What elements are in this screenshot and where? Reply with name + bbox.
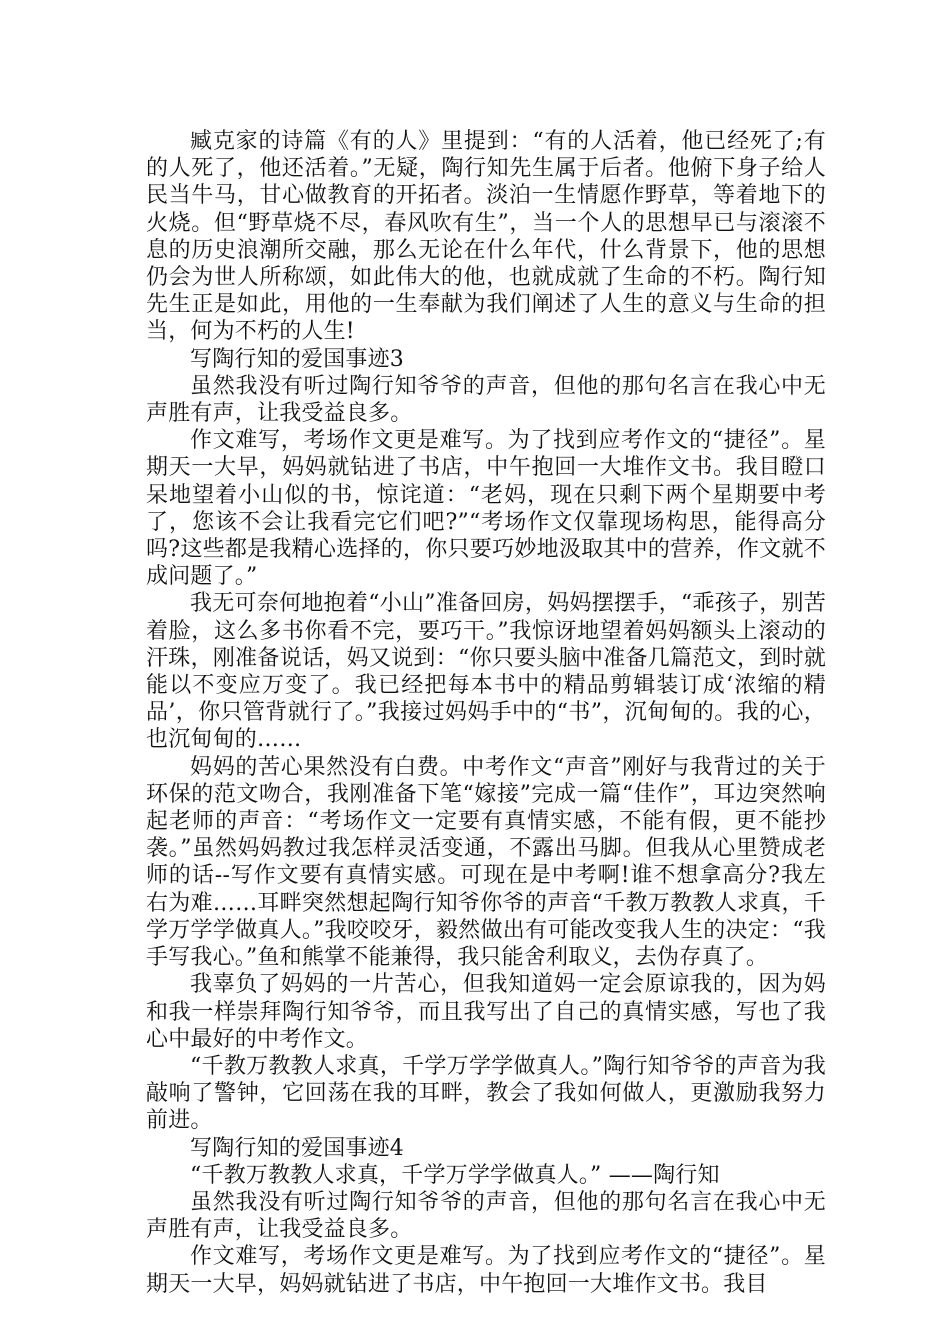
- motto-quote: “千教万教教人求真，千学万学学做真人。” ——陶行知: [190, 1162, 720, 1188]
- paragraph-exam-writing-repeat: 作文难写，考场作文更是难写。为了找到应考作文的“捷径”。星期天一大早，妈妈就钻进了书店，中午抱回一大堆作文书。我目: [146, 1244, 826, 1297]
- document-body: [146, 128, 826, 1298]
- paragraph-zangkejia-quote: 臧克家的诗篇《有的人》里提到：“有的人活着，他已经死了;有的人死了，他还活着。”无疑，陶行知先生属于后者。他俯下身子给人民当牛马，甘心做教育的开拓者。淡泊一生情愿作野草，等着地下的火烧。但“野草烧不尽，春风吹有生”，当一个人的思想早已与滚滚不息的历史浪潮所交融，那么无论在什么年代，什么背景下，他的思想仍会为世人所称颂，如此伟大的他，也就成就了生命的不朽。陶行知先生正是如此，用他的一生奉献为我们阐述了人生的意义与生命的担当，何为不朽的人生!: [146, 129, 826, 345]
- section-heading-4: 写陶行知的爱国事迹4: [190, 1135, 404, 1161]
- paragraph-exam-writing: 作文难写，考场作文更是难写。为了找到应考作文的“捷径”。星期天一大早，妈妈就钻进了书店，中午抱回一大堆作文书。我目瞪口呆地望着小山似的书，惊诧道：“老妈，现在只剩下两个星期要中考了，您该不会让我看完它们吧?”“考场作文仅靠现场构思，能得高分吗?这些都是我精心选择的，你只要巧妙地汲取其中的营养，作文就不成问题了。”: [146, 428, 826, 590]
- paragraph-intro-3: 虽然我没有听过陶行知爷爷的声音，但他的那句名言在我心中无声胜有声，让我受益良多。: [146, 373, 826, 427]
- paragraph-mother-forgive: 我辜负了妈妈的一片苦心，但我知道妈一定会原谅我的，因为妈和我一样崇拜陶行知爷爷，而且我写出了自己的真情实感，写也了我心中最好的中考作文。: [146, 972, 826, 1052]
- paragraph-motto-reflection: “千教万教教人求真，千学万学学做真人。”陶行知爷爷的声音为我敲响了警钟，它回荡在我的耳畔，教会了我如何做人，更激励我努力前进。: [146, 1053, 826, 1134]
- paragraph-books-mountain: 我无可奈何地抱着“小山”准备回房，妈妈摆摆手，“乖孩子，别苦着脸，这么多书你看不完，要巧干。”我惊讶地望着妈妈额头上滚动的汗珠，刚准备说话，妈又说到：“你只要头脑中准备几篇范文，到时就能以不变应万变了。我已经把每本书中的精品剪辑装订成‘浓缩的精品’，你只管背就行了。”我接过妈妈手中的“书”，沉甸甸的。我的心，也沉甸甸的……: [146, 591, 826, 753]
- paragraph-exam-day: 妈妈的苦心果然没有白费。中考作文“声音”刚好与我背过的关于环保的范文吻合，我刚准备下笔“嫁接”完成一篇“佳作”，耳边突然响起老师的声音：“考场作文一定要有真情实感，不能有假，更不能抄袭。”虽然妈妈教过我怎样灵活变通，不露出马脚。但我从心里赞成老师的话--写作文要有真情实感。可现在是中考啊!谁不想拿高分?我左右为难……耳畔突然想起陶行知爷你爷的声音“千教万教教人求真，千学万学学做真人。”我咬咬牙，毅然做出有可能改变我人生的决定：“我手写我心。”鱼和熊掌不能兼得，我只能舍利取义，去伪存真了。: [146, 754, 826, 971]
- section-heading-3: 写陶行知的爱国事迹3: [190, 346, 404, 372]
- paragraph-intro-4: 虽然我没有听过陶行知爷爷的声音，但他的那句名言在我心中无声胜有声，让我受益良多。: [146, 1189, 826, 1243]
